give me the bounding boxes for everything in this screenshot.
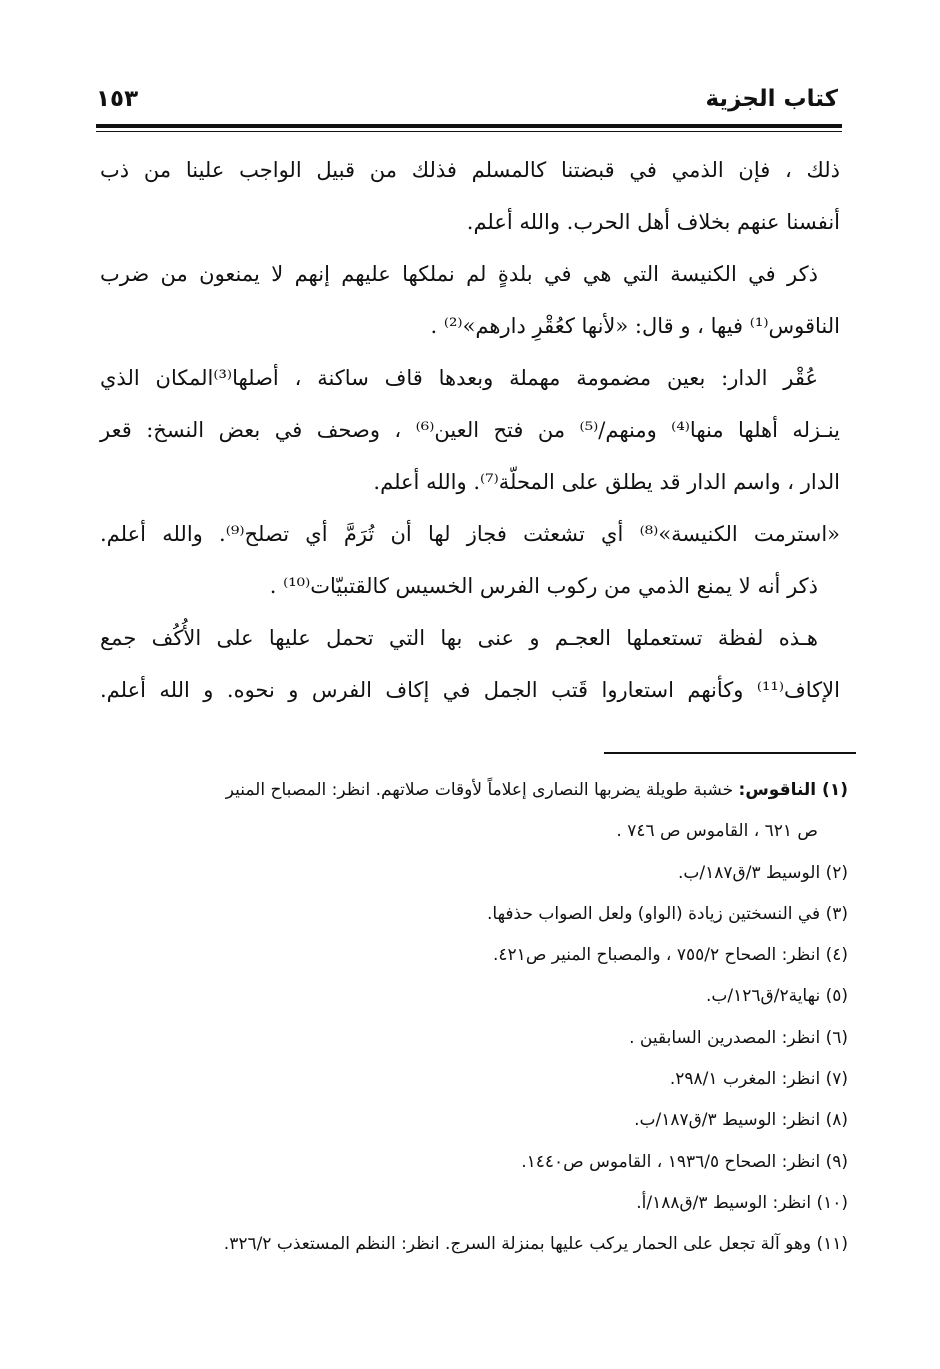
- main-text: [100, 148, 840, 720]
- footnote-10: (١٠) انظر: الوسيط ٣/ق١٨٨/أ.: [636, 1192, 848, 1213]
- text-line: ذلك ، فإن الذمي في قبضتنا كالمسلم فذلك من قبيل الواجب علينا من ذب: [100, 158, 840, 182]
- footnote-5: (٥) نهاية٢/ق١٢٦/ب.: [705, 986, 848, 1007]
- text-line: عُقْر الدار: بعين مضمومة مهملة وبعدها قاف ساكنة ، أصلها⁽³⁾المكان الذي: [100, 366, 818, 390]
- footnote-7: (٧) انظر: المغرب ٢٩٨/١.: [669, 1069, 848, 1090]
- footnote-3: (٣) في النسختين زيادة (الواو) ولعل الصواب حذفها.: [487, 903, 848, 924]
- footnote-1-head: (١) الناقوس:: [738, 780, 848, 800]
- footnotes: [112, 772, 848, 1268]
- header-rule-thin: [96, 131, 842, 132]
- header-rule-thick: [96, 124, 842, 128]
- footnote-11: (١١) وهو آلة تجعل على الحمار يركب عليها بمنزلة السرج. انظر: النظم المستعذب ٣٢٦/٢.: [223, 1234, 848, 1255]
- text-line: ذكر في الكنيسة التي هي في بلدةٍ لم نملكها عليهم إنهم لا يمنعون من ضرب: [100, 262, 818, 286]
- footnote-1-continuation: ص ٦٢١ ، القاموس ص ٧٤٦ .: [616, 821, 818, 842]
- footnote-separator: [604, 752, 856, 754]
- footnote-6: (٦) انظر: المصدرين السابقين .: [629, 1027, 848, 1048]
- text-line: ذكر أنه لا يمنع الذمي من ركوب الفرس الخسيس كالقتبيّات⁽¹⁰⁾ .: [269, 574, 818, 598]
- text-line: الناقوس⁽¹⁾ فيها ، و قال: «لأنها كعُقْرِ دارهم»⁽²⁾ .: [430, 314, 840, 338]
- text-line: الإكاف⁽¹¹⁾ وكأنهم استعاروا قَتب الجمل في إكاف الفرس و نحوه. و الله أعلم.: [100, 678, 840, 702]
- footnote-1-text: خشبة طويلة يضربها النصارى إعلاماً لأوقات صلاتهم. انظر: المصباح المنير: [225, 780, 734, 800]
- footnote-4: (٤) انظر: الصحاح ٧٥٥/٢ ، والمصباح المنير ص٤٢١.: [493, 945, 848, 966]
- footnote-2: (٢) الوسيط ٣/ق١٨٧/ب.: [677, 862, 848, 883]
- text-line: أنفسنا عنهم بخلاف أهل الحرب. والله أعلم.: [466, 210, 840, 234]
- footnote-8: (٨) انظر: الوسيط ٣/ق١٨٧/ب.: [634, 1110, 848, 1131]
- chapter-title: كتاب الجزية: [705, 86, 838, 112]
- text-line: «استرمت الكنيسة»⁽⁸⁾ أي تشعثت فجاز لها أن تُرَمَّ أي تصلح⁽⁹⁾. والله أعلم.: [100, 522, 840, 546]
- text-line: ينـزله أهلها منها⁽⁴⁾ ومنهم/⁽⁵⁾ من فتح العين⁽⁶⁾ ، وصحف في بعض النسخ: قعر: [100, 418, 840, 442]
- text-line: الدار ، واسم الدار قد يطلق على المحلّة⁽⁷⁾. والله أعلم.: [373, 470, 840, 494]
- running-header: [96, 86, 842, 126]
- text-line: هـذه لفظة تستعملها العجـم و عنى بها التي تحمل عليها على الأُكُف جمع: [100, 626, 818, 650]
- footnote-9: (٩) انظر: الصحاح ١٩٣٦/٥ ، القاموس ص١٤٤٠.: [521, 1151, 848, 1172]
- page-number: ١٥٣: [96, 86, 139, 112]
- footnote-1: [112, 772, 848, 813]
